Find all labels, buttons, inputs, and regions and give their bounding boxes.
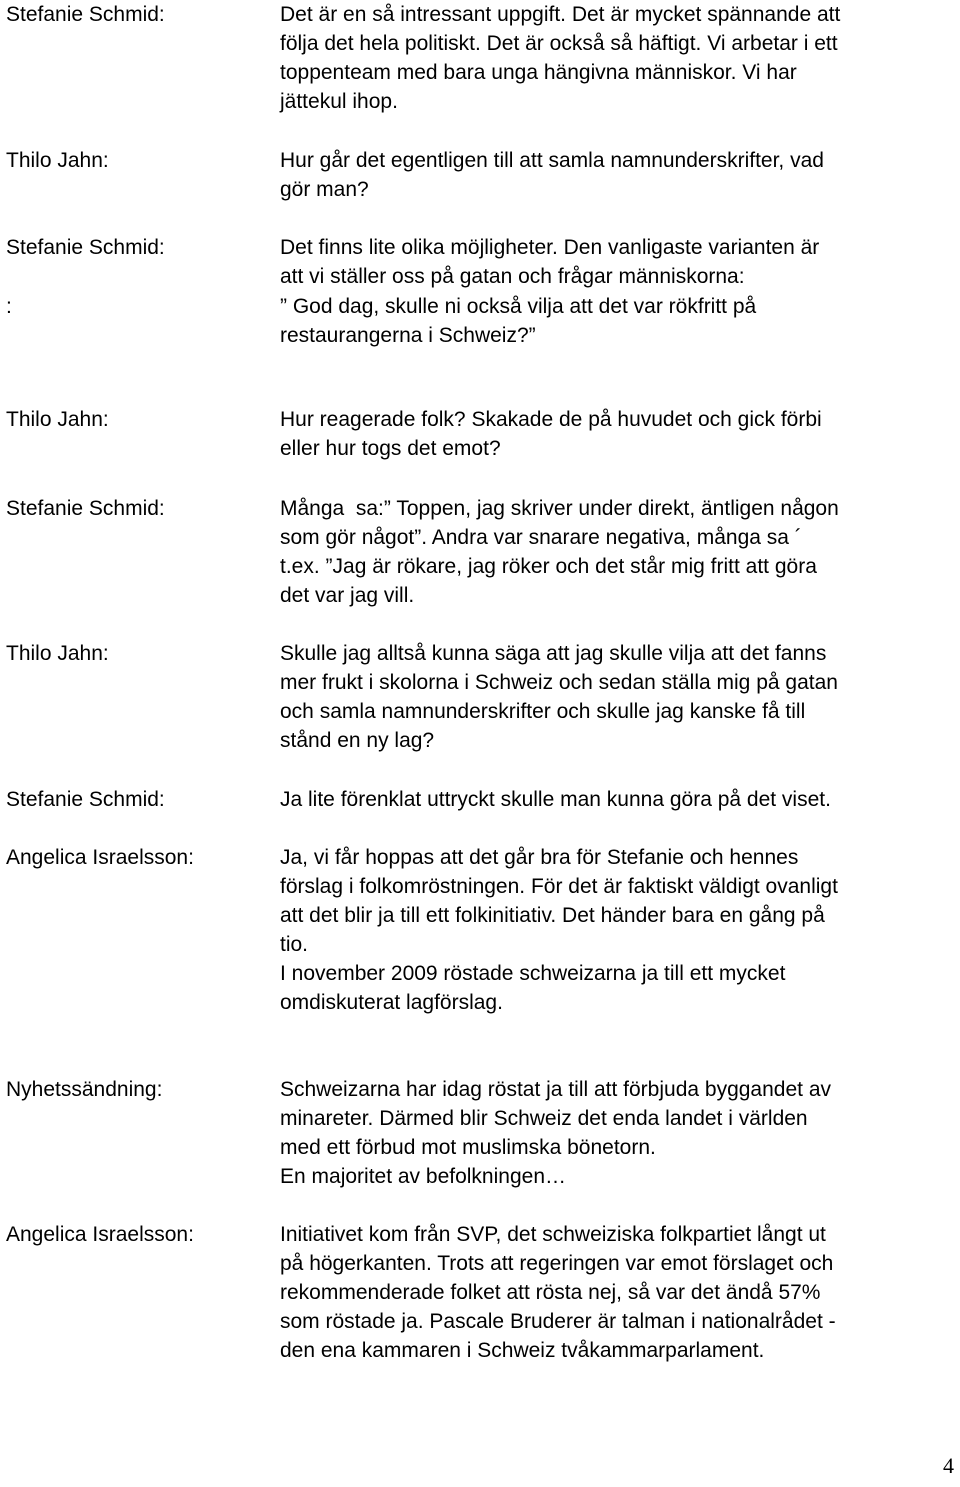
transcript-line: Hur går det egentligen till att samla namnunderskrifter, vad [280,149,824,172]
transcript-line: och samla namnunderskrifter och skulle jag kanske få till [280,700,806,723]
speaker-label: Stefanie Schmid: [6,788,165,811]
transcript-line: jättekul ihop. [280,90,398,113]
speaker-label: Angelica Israelsson: [6,1223,194,1246]
transcript-line: ” God dag, skulle ni också vilja att det var rökfritt på [280,295,757,318]
transcript-line: eller hur togs det emot? [280,437,501,460]
transcript-line: med ett förbud mot muslimska bönetorn. [280,1136,656,1159]
transcript-line: Det är en så intressant uppgift. Det är mycket spännande att [280,3,841,26]
transcript-line: minareter. Därmed blir Schweiz det enda landet i världen [280,1107,808,1130]
transcript-line: att vi ställer oss på gatan och frågar människorna: [280,265,745,288]
speaker-label: Stefanie Schmid: [6,497,165,520]
transcript-line: Initiativet kom från SVP, det schweiziska folkpartiet långt ut [280,1223,826,1246]
transcript-line: som röstade ja. Pascale Bruderer är talman i nationalrådet - [280,1310,836,1333]
transcript-line: toppenteam med bara unga hängivna människor. Vi har [280,61,797,84]
transcript-line: följa det hela politiskt. Det är också så häftigt. Vi arbetar i ett [280,32,838,55]
transcript-line: t.ex. ”Jag är rökare, jag röker och det står mig fritt att göra [280,555,817,578]
speaker-label: Thilo Jahn: [6,642,109,665]
transcript-line: restaurangerna i Schweiz?” [280,324,536,347]
transcript-line: förslag i folkomröstningen. För det är faktiskt väldigt ovanligt [280,875,838,898]
transcript-line: den ena kammaren i Schweiz tvåkammarparlament. [280,1339,765,1362]
speaker-label: Nyhetssändning: [6,1078,163,1101]
speaker-label: Stefanie Schmid: [6,3,165,26]
speaker-label: : [6,295,12,318]
transcript-line: på högerkanten. Trots att regeringen var emot förslaget och [280,1252,834,1275]
transcript-line: omdiskuterat lagförslag. [280,991,503,1014]
speaker-label: Angelica Israelsson: [6,846,194,869]
transcript-line: Hur reagerade folk? Skakade de på huvudet och gick förbi [280,408,822,431]
transcript-line: att det blir ja till ett folkinitiativ. Det händer bara en gång på [280,904,825,927]
transcript-line: stånd en ny lag? [280,729,435,752]
transcript-line: I november 2009 röstade schweizarna ja till ett mycket [280,962,786,985]
transcript-line: Det finns lite olika möjligheter. Den vanligaste varianten är [280,236,820,259]
transcript-line: tio. [280,933,309,956]
transcript-line: Många sa:” Toppen, jag skriver under direkt, äntligen någon [280,497,839,520]
transcript-line: det var jag vill. [280,584,415,607]
speaker-label: Thilo Jahn: [6,408,109,431]
transcript-line: Skulle jag alltså kunna säga att jag skulle vilja att det fanns [280,642,827,665]
speaker-label: Thilo Jahn: [6,149,109,172]
transcript-line: Ja, vi får hoppas att det går bra för Stefanie och hennes [280,846,799,869]
transcript-line: Ja lite förenklat uttryckt skulle man kunna göra på det viset. [280,788,831,811]
transcript-line: Schweizarna har idag röstat ja till att förbjuda byggandet av [280,1078,831,1101]
page-number: 4 [943,1453,954,1478]
transcript-line: En majoritet av befolkningen… [280,1165,566,1188]
transcript-line: gör man? [280,178,369,201]
speaker-label: Stefanie Schmid: [6,236,165,259]
transcript-line: som gör något”. Andra var snarare negativa, många sa ´ [280,526,802,549]
transcript-line: rekommenderade folket att rösta nej, så var det ändå 57% [280,1281,821,1304]
transcript-line: mer frukt i skolorna i Schweiz och sedan ställa mig på gatan [280,671,838,694]
